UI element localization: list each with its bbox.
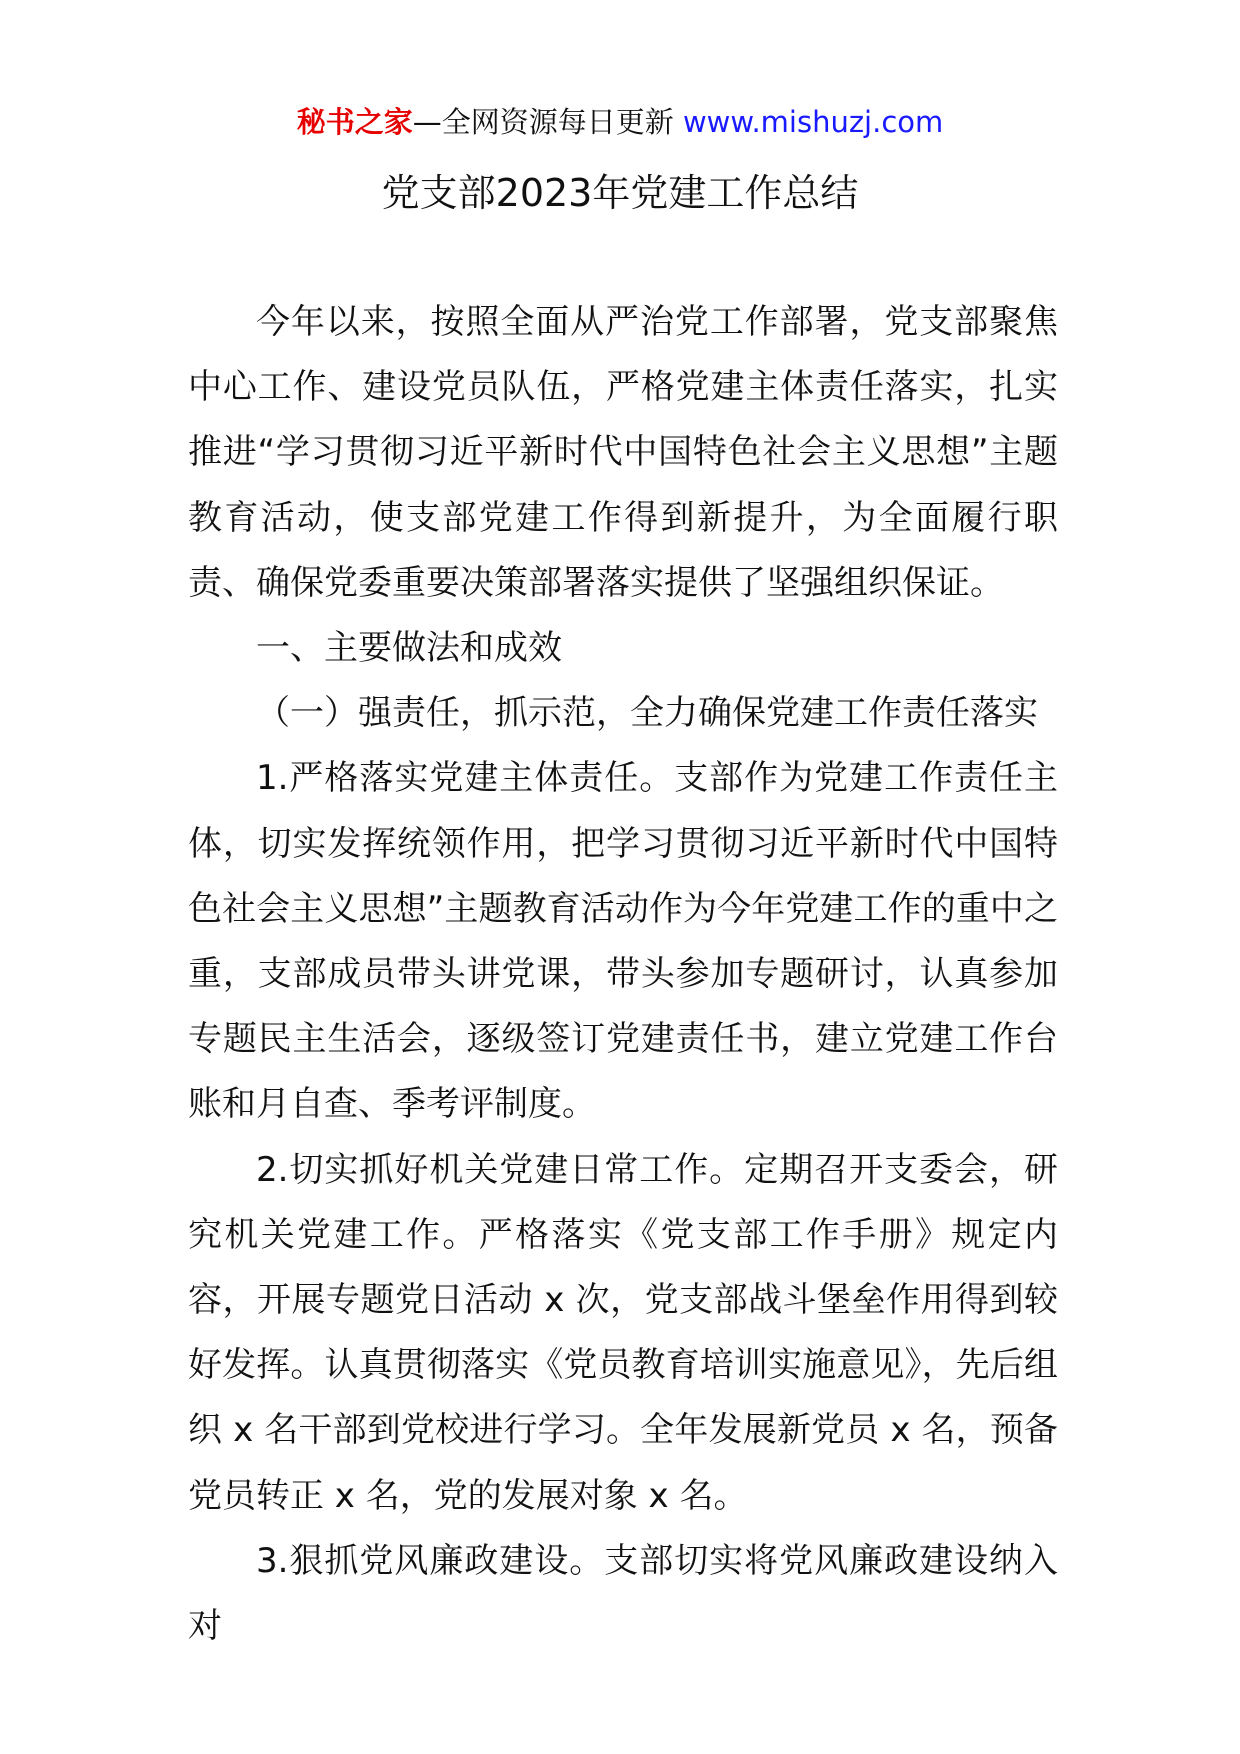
site-url-link[interactable]: www.mishuzj.com xyxy=(682,105,944,139)
body-paragraph-3: 3.狠抓党风廉政建设。支部切实将党风廉政建设纳入对 xyxy=(188,1540,1058,1647)
body-paragraph-2: 2.切实抓好机关党建日常工作。定期召开支委会，研究机关党建工作。严格落实《党支部工作手册》规定内容，开展专题党日活动 x 次，党支部战斗堡垒作用得到较好发挥。认真贯彻落实《党员教育培训实施意见》，先后组织 x 名干部到党校进行学习。全年发展新党员 x 名，预备党员转正 x 名，党的发展对象 x 名。 xyxy=(188,1149,1058,1516)
document-title: 党支部2023年党建工作总结 xyxy=(381,171,859,215)
intro-paragraph: 今年以来，按照全面从严治党工作部署，党支部聚焦中心工作、建设党员队伍，严格党建主体责任落实，扎实推进“学习贯彻习近平新时代中国特色社会主义思想”主题教育活动，使支部党建工作得到新提升，为全面履行职责、确保党委重要决策部署落实提供了坚强组织保证。 xyxy=(188,302,1058,603)
body-paragraph-1: 1.严格落实党建主体责任。支部作为党建工作责任主体，切实发挥统领作用，把学习贯彻习近平新时代中国特色社会主义思想”主题教育活动作为今年党建工作的重中之重，支部成员带头讲党课，带头参加专题研讨，认真参加专题民主生活会，逐级签订党建责任书，建立党建工作台账和月自查、季考评制度。 xyxy=(188,758,1058,1125)
subsection-heading-1: （一）强责任，抓示范，全力确保党建工作责任落实 xyxy=(256,693,1038,734)
brand-name: 秘书之家 xyxy=(296,105,413,139)
site-banner xyxy=(0,100,1240,144)
document-body xyxy=(188,290,1058,1659)
section-heading-1: 一、主要做法和成效 xyxy=(256,628,562,669)
banner-tagline: —全网资源每日更新 xyxy=(412,105,674,139)
